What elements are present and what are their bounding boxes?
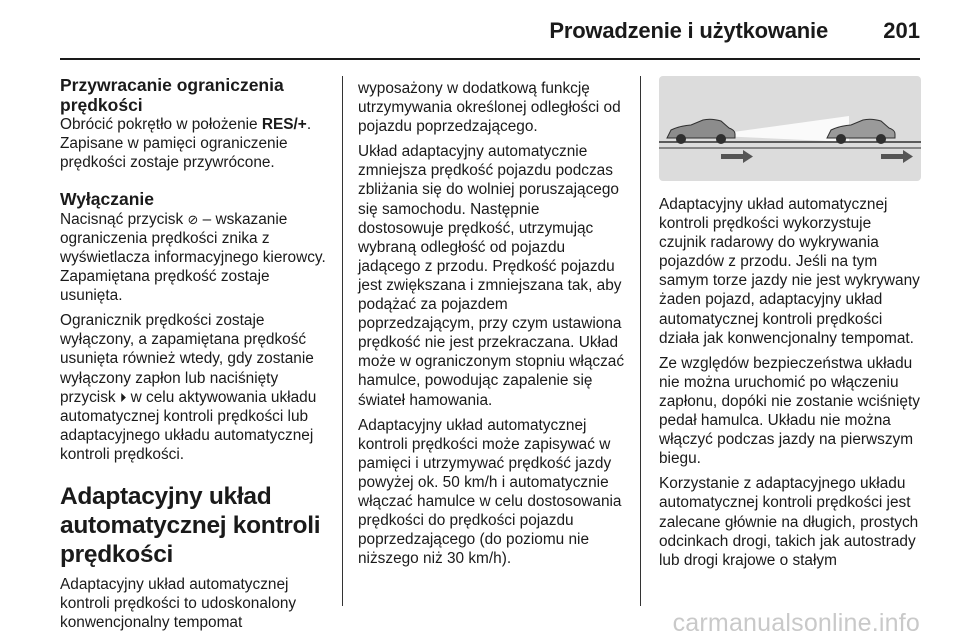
heading-switch-off: Wyłączanie	[60, 189, 155, 210]
text-off-post: – wskazanie ograniczenia prędkości znika z wyświetlacza informacyjnego kierowcy. Zapamiętana prędkość zostaje usunięta.	[60, 210, 326, 305]
paragraph-switch-off-2	[60, 311, 332, 464]
cruise-control-icon: ⏵	[119, 389, 127, 405]
text-off-pre: Nacisnąć przycisk	[60, 210, 188, 228]
paragraph-right-1: Adaptacyjny układ automatycznej kontroli prędkości wykorzystuje czujnik radarowy do wykrywania pojazdów z przodu. Jeśli na tym samym torze jazdy nie jest wykrywany żaden pojazd, adaptacyjny układ automatycznej kontroli prędkości działa jak konwencjonalny tempomat.	[659, 196, 920, 347]
column-right	[659, 76, 921, 570]
paragraph-restore	[60, 115, 332, 172]
paragraph-mid-3: Adaptacyjny układ automatycznej kontroli prędkości może zapisywać w pamięci i utrzymywać prędkość jazdy powyżej ok. 50 km/h i automatycznie włączać hamulce w celu dostosowania prędkości do prędkości pojazdu poprzedzającego (do poziomu nie niższego niż 30 km/h).	[358, 416, 622, 568]
rear-car-icon	[667, 119, 735, 143]
paragraph-adaptive-intro: Adaptacyjny układ automatycznej kontroli prędkości to udoskonalony konwencjonalny tempomat	[60, 576, 297, 632]
res-plus-label: RES/+	[261, 116, 307, 133]
text-off2-pre: Ogranicznik prędkości zostaje wyłączony, a zapamiętana prędkość usunięta również wtedy, gdy zostanie wyłączony zapłon lub naciśnięty przycisk	[60, 312, 314, 406]
section-title: Prowadzenie i użytkowanie	[549, 18, 828, 43]
paragraph-mid-2: Układ adaptacyjny automatycznie zmniejsza prędkość pojazdu podczas zbliżania się do wolniej poruszającego się samochodu. Następnie dostosowuje prędkość, utrzymując wybraną odległość od pojazdu jadącego z przodu. Prędkość pojazdu jest zwiększana i zmniejszana tak, aby podążać za pojazdem poprzedzającym, przy czym ustawiona prędkość nie jest przekraczana. Układ może w ograniczonym stopniu włączać hamulce, powodując zapalenie się świateł hamowania.	[358, 143, 625, 409]
heading-restore-limit: Przywracanie ograniczenia prędkości	[60, 75, 284, 115]
direction-arrow-right	[881, 150, 913, 163]
text-off2-post: w celu aktywowania układu automatycznej kontroli prędkości lub adaptacyjnego układu automatycznej kontroli prędkości.	[60, 388, 317, 463]
paragraph-right-2: Ze względów bezpieczeństwa układu nie można uruchomić po włączeniu zapłonu, dopóki nie zostanie wciśnięty pedał hamulca. Układu nie można włączyć podczas jazdy na pierwszym biegu.	[659, 354, 920, 468]
text-restore-post: . Zapisane w pamięci ograniczenie prędkości zostaje przywrócone.	[60, 116, 312, 172]
column-divider-1	[342, 76, 343, 606]
direction-arrow-left	[721, 150, 753, 163]
header-rule	[60, 58, 920, 60]
column-middle	[358, 79, 628, 568]
page-header	[0, 0, 960, 58]
paragraph-right-3: Korzystanie z adaptacyjnego układu automatycznej kontroli prędkości jest zalecane głównie na długich, prostych odcinkach drogi, takich jak autostrady lub drogi krajowe o stałym	[659, 475, 919, 569]
heading-adaptive-cruise: Adaptacyjny układ automatycznej kontroli prędkości	[60, 483, 321, 568]
adaptive-cruise-illustration	[659, 76, 921, 181]
text-restore-pre: Obrócić pokrętło w położenie	[60, 116, 262, 133]
speed-limiter-off-icon: ⊘	[187, 211, 199, 227]
column-divider-2	[640, 76, 641, 606]
cars-radar-illustration	[659, 76, 921, 181]
watermark: carmanualsonline.info	[672, 609, 920, 637]
page-number: 201	[883, 18, 920, 43]
paragraph-switch-off	[60, 210, 332, 305]
paragraph-mid-1: wyposażony w dodatkową funkcję utrzymywania określonej odległości od pojazdu poprzedzającego.	[358, 80, 621, 136]
column-left	[60, 76, 332, 632]
